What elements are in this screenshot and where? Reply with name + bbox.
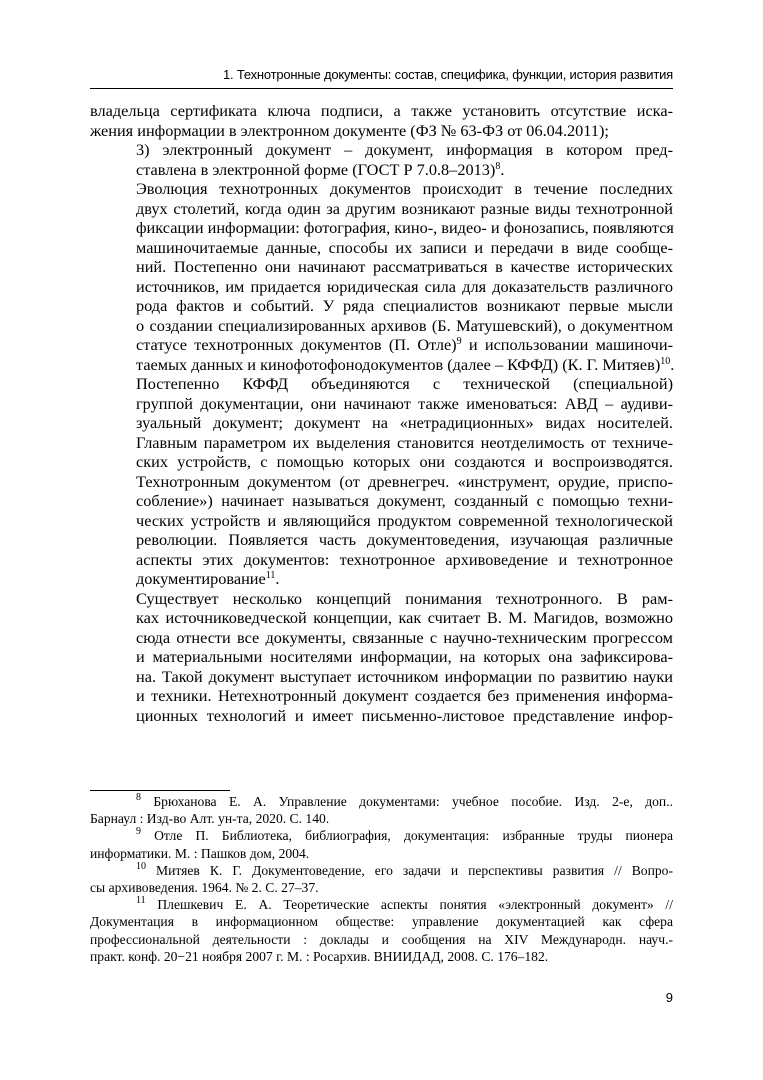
footnote-ref-9[interactable]: 9 [456, 336, 462, 347]
text-segment: Плешкевич Е. А. Теоретические аспекты понятия «электронный документ» // [145, 897, 673, 913]
text-line: 3) электронный документ – документ, информация в котором пред- [136, 140, 673, 159]
text-line: зуальный документ; документ на «нетрадиционных» видах носителей. [136, 413, 673, 432]
text-line: на. Такой документ выступает источником информации по развитию науки [136, 666, 673, 686]
text-line: аспекты этих документов: технотронное архивоведение и технотронное [136, 549, 673, 569]
text-line: ний. Постепенно они начинают рассматриваться в качестве исторических [136, 257, 673, 276]
text-line: Технотронным документом (от древнегреч. «инструмент, орудие, приспо- [136, 471, 673, 491]
footnote-line: сы архивоведения. 1964. № 2. С. 27–37. [90, 880, 319, 896]
footnote-line: Документация в информационном обществе: управление документацией как сфера [90, 914, 673, 930]
footnote-number: 9 [136, 826, 141, 838]
text-line: Эволюция технотронных документов происходит в течение последних [136, 179, 673, 198]
footnote-ref-8[interactable]: 8 [495, 160, 501, 172]
header-rule [90, 88, 673, 89]
text-line: собление») начинает называться документ, созданный с помощью техни- [136, 491, 673, 510]
footnote-number: 11 [136, 895, 146, 907]
footnote-9 [90, 827, 673, 861]
text-line [90, 160, 673, 180]
text-line [90, 569, 673, 589]
paragraph-3 [90, 179, 673, 374]
footnote-line: информатики. М. : Пашков дом, 2004. [90, 845, 310, 861]
text-line: и техники. Нетехнотронный документ создается без применения информа- [136, 686, 673, 705]
text-segment: таемых данных и кинофотофонодокументов (далее – КФФД) (К. Г. Митяев) [136, 354, 661, 374]
paragraph-5 [90, 589, 673, 726]
text-line: жения информации в электронном документе (ФЗ № 63-ФЗ от 06.04.2011); [90, 120, 609, 140]
footnote-8 [90, 793, 673, 827]
footnote-line [90, 793, 673, 810]
text-line: ках источниковедческой концепции, как считает В. М. Магидов, возможно [136, 608, 673, 627]
footnote-number: 10 [136, 860, 146, 872]
text-line: двух столетий, когда один за другим возникают разные виды технотронной [136, 198, 673, 218]
text-line [90, 335, 673, 355]
footnote-line [90, 896, 673, 913]
footnote-line: Барнаул : Изд-во Алт. ун-та, 2020. С. 140. [90, 811, 330, 827]
footnote-rule [90, 790, 230, 791]
text-segment: документирование [136, 569, 266, 588]
text-line: Существует несколько концепций понимания технотронного. В рам- [136, 588, 673, 608]
footnote-line [90, 862, 673, 879]
footnote-line [90, 827, 673, 844]
text-segment: Отле П. Библиотека, библиография, документация: избранные труды пионера [141, 828, 673, 844]
footnotes [90, 793, 673, 965]
page-number: 9 [665, 990, 673, 1005]
text-segment: и использовании машиночи- [461, 335, 673, 354]
paragraph-1 [90, 101, 673, 140]
text-segment: . [500, 159, 505, 179]
footnote-number: 8 [136, 792, 141, 803]
text-line: ционных технологий и имеет письменно-листовое представление инфор- [136, 705, 673, 725]
text-line: машиночитаемые данные, способы их записи и передачи в виде сообще- [136, 237, 673, 257]
footnote-ref-10[interactable]: 10 [660, 355, 671, 367]
text-line: источников, им придается юридическая сила для доказательств различного [136, 276, 673, 296]
text-segment: Брюханова Е. А. Управление документами: учебное пособие. Изд. 2-е, доп.. [141, 794, 673, 809]
footnote-ref-11[interactable]: 11 [265, 570, 276, 581]
text-line: ческих устройств и являющийся продуктом современной технологической [136, 510, 673, 530]
text-segment: Митяев К. Г. Документоведение, его задачи и перспективы развития // Вопро- [146, 862, 673, 878]
text-line: сюда отнести все документы, связанные с научно-техническим прогрессом [136, 627, 673, 647]
text-line: владельца сертификата ключа подписи, а также установить отсутствие иска- [90, 101, 673, 120]
text-segment: статусе технотронных документов (П. Отле) [136, 335, 457, 354]
text-line: группой документации, они начинают также именоваться: АВД – аудиви- [136, 393, 673, 413]
text-line: рода фактов и событий. У ряда специалистов возникают первые мысли [136, 296, 673, 315]
text-segment: . [670, 354, 675, 374]
text-line: и материальными носителями информации, на которых она зафиксирова- [136, 647, 673, 666]
text-line: о создании специализированных архивов (Б. Матушевский), о документном [136, 315, 673, 335]
main-text [90, 101, 673, 725]
text-line [90, 355, 673, 375]
text-line: революции. Появляется часть документоведения, изучающая различные [136, 530, 673, 549]
footnote-10 [90, 862, 673, 896]
text-line: Постепенно КФФД объединяются с технической (специальной) [136, 374, 673, 393]
footnote-11 [90, 896, 673, 965]
text-segment: ставлена в электронной форме (ГОСТ Р 7.0.8–2013) [136, 159, 496, 179]
text-line: фиксации информации: фотография, кино-, видео- и фонозапись, появляются [136, 218, 674, 237]
text-line: ских устройств, с помощью которых они создаются и воспроизводятся. [136, 452, 673, 471]
paragraph-2 [90, 140, 673, 179]
paragraph-4 [90, 374, 673, 589]
footnote-line: практ. конф. 20−21 ноября 2007 г. М. : Росархив. ВНИИДАД, 2008. С. 176–182. [90, 948, 549, 964]
running-header: 1. Технотронные документы: состав, специфика, функции, история развития [222, 67, 673, 82]
text-line: Главным параметром их выделения становится неотделимость от техниче- [136, 432, 673, 452]
text-segment: . [275, 569, 280, 588]
footnote-line: профессиональной деятельности : доклады и сообщения на XIV Международн. науч.- [90, 931, 673, 947]
